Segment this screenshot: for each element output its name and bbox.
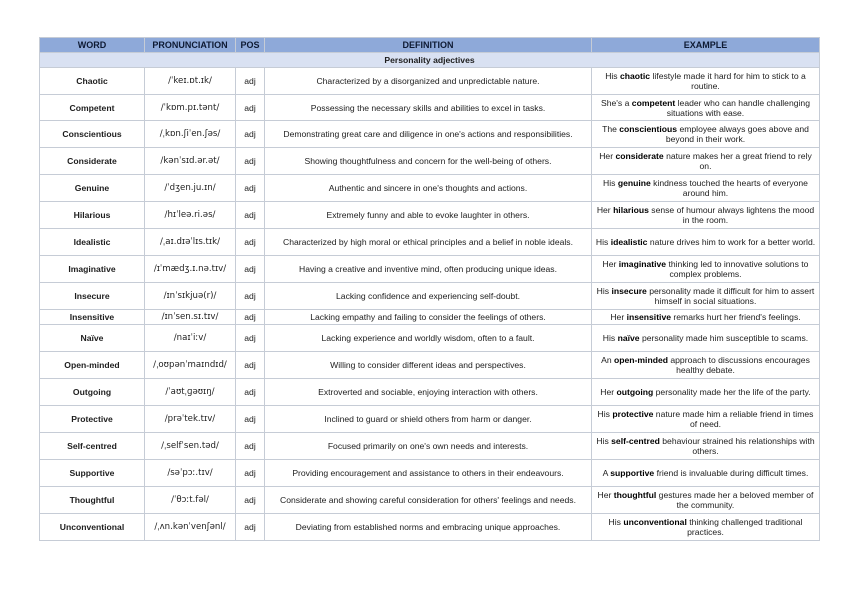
pos-cell: adj <box>236 460 265 487</box>
definition-cell: Possessing the necessary skills and abilities to excel in tasks. <box>265 95 592 121</box>
pronunciation-cell: /ˌʌn.kənˈvenʃənl/ <box>145 514 236 541</box>
example-text-after: gestures made her a beloved member of the community. <box>656 490 814 510</box>
pronunciation-cell: /naɪˈiːv/ <box>145 325 236 352</box>
header-word: WORD <box>40 38 145 53</box>
pronunciation-cell: /kənˈsɪd.ər.ət/ <box>145 148 236 175</box>
example-text-before: Her <box>610 312 627 322</box>
example-cell <box>592 406 820 433</box>
example-text-after: nature drives him to work for a better world. <box>647 237 816 247</box>
example-text-before: A <box>602 468 611 478</box>
word-cell: Insecure <box>40 283 145 310</box>
example-keyword: outgoing <box>616 387 654 397</box>
table-row <box>40 283 820 310</box>
pronunciation-cell: /səˈpɔː.tɪv/ <box>145 460 236 487</box>
table-row <box>40 487 820 514</box>
example-keyword: unconventional <box>623 517 687 527</box>
example-text-after: thinking challenged traditional practices. <box>686 517 803 537</box>
example-text-before: His <box>603 178 618 188</box>
table-row <box>40 202 820 229</box>
example-text-after: behaviour strained his relationships with others. <box>659 436 815 456</box>
example-cell <box>592 487 820 514</box>
pos-cell: adj <box>236 175 265 202</box>
example-keyword: insecure <box>611 286 647 296</box>
word-cell: Unconventional <box>40 514 145 541</box>
section-row <box>40 53 820 68</box>
example-text-after: thinking led to innovative solutions to complex problems. <box>666 259 809 279</box>
example-keyword: self-centred <box>611 436 660 446</box>
definition-cell: Showing thoughtfulness and concern for the well-being of others. <box>265 148 592 175</box>
example-text-before: Her <box>600 387 617 397</box>
definition-cell: Lacking experience and worldly wisdom, often to a fault. <box>265 325 592 352</box>
example-text-after: approach to discussions encourages healthy debate. <box>667 355 810 375</box>
example-text-before: His <box>595 237 611 247</box>
example-cell <box>592 175 820 202</box>
word-cell: Conscientious <box>40 121 145 148</box>
example-text-before: An <box>601 355 615 365</box>
header-pos: POS <box>236 38 265 53</box>
definition-cell: Having a creative and inventive mind, often producing unique ideas. <box>265 256 592 283</box>
definition-cell: Willing to consider different ideas and perspectives. <box>265 352 592 379</box>
example-keyword: protective <box>612 409 654 419</box>
example-text-after: kindness touched the hearts of everyone around him. <box>650 178 808 198</box>
example-keyword: considerate <box>615 151 664 161</box>
table-body <box>40 53 820 541</box>
pronunciation-cell: /ˈkɒm.pɪ.tənt/ <box>145 95 236 121</box>
pronunciation-cell: /ˈθɔːt.fəl/ <box>145 487 236 514</box>
pronunciation-cell: /ˌkɒn.ʃiˈen.ʃəs/ <box>145 121 236 148</box>
word-cell: Genuine <box>40 175 145 202</box>
example-text-before: She's a <box>601 97 632 108</box>
pos-cell: adj <box>236 68 265 95</box>
example-cell <box>592 202 820 229</box>
example-keyword: naïve <box>617 333 640 343</box>
pronunciation-cell: /ɪnˈsen.sɪ.tɪv/ <box>145 310 236 325</box>
example-text-before: The <box>602 124 620 134</box>
vocabulary-sheet <box>39 37 820 541</box>
example-text-before: Her <box>602 259 619 269</box>
example-keyword: conscientious <box>619 124 678 134</box>
example-text-before: Her <box>596 205 614 215</box>
definition-cell: Focused primarily on one's own needs and interests. <box>265 433 592 460</box>
example-keyword: hilarious <box>613 205 649 215</box>
definition-cell: Providing encouragement and assistance to others in their endeavours. <box>265 460 592 487</box>
example-text-after: friend is invaluable during difficult times. <box>654 468 809 478</box>
example-text-after: lifestyle made it hard for him to stick to a routine. <box>650 71 806 91</box>
pronunciation-cell: /ˌaɪ.dɪəˈlɪs.tɪk/ <box>145 229 236 256</box>
word-cell: Hilarious <box>40 202 145 229</box>
example-text-before: His <box>596 436 612 446</box>
example-cell <box>592 325 820 352</box>
example-cell <box>592 95 820 121</box>
pos-cell: adj <box>236 325 265 352</box>
header-definition: DEFINITION <box>265 38 592 53</box>
example-keyword: competent <box>631 97 676 108</box>
pos-cell: adj <box>236 514 265 541</box>
definition-cell: Deviating from established norms and embracing unique approaches. <box>265 514 592 541</box>
example-text-before: His <box>597 409 613 419</box>
example-cell <box>592 256 820 283</box>
pos-cell: adj <box>236 379 265 406</box>
word-cell: Thoughtful <box>40 487 145 514</box>
table-row <box>40 433 820 460</box>
header-pronunciation: PRONUNCIATION <box>145 38 236 53</box>
example-keyword: insensitive <box>626 312 671 322</box>
table-row <box>40 229 820 256</box>
pronunciation-cell: /ˈkeɪ.ɒt.ɪk/ <box>145 68 236 95</box>
table-row <box>40 121 820 148</box>
example-text-before: Her <box>599 151 616 161</box>
pos-cell: adj <box>236 121 265 148</box>
example-text-after: nature makes her a great friend to rely on. <box>663 151 812 171</box>
table-row <box>40 352 820 379</box>
word-cell: Open-minded <box>40 352 145 379</box>
pronunciation-cell: /hɪˈleə.ri.əs/ <box>145 202 236 229</box>
pronunciation-cell: /ˈaʊtˌɡəʊɪŋ/ <box>145 379 236 406</box>
example-text-after: personality made him susceptible to scams. <box>639 333 809 343</box>
pos-cell: adj <box>236 487 265 514</box>
definition-cell: Characterized by high moral or ethical principles and a belief in noble ideals. <box>265 229 592 256</box>
word-cell: Naïve <box>40 325 145 352</box>
pos-cell: adj <box>236 148 265 175</box>
table-row <box>40 68 820 95</box>
example-cell <box>592 283 820 310</box>
section-title: Personality adjectives <box>40 53 820 68</box>
table-row <box>40 310 820 325</box>
example-keyword: genuine <box>617 178 651 188</box>
table-row <box>40 406 820 433</box>
pos-cell: adj <box>236 229 265 256</box>
table-row <box>40 325 820 352</box>
pronunciation-cell: /ˌoʊpənˈmaɪndɪd/ <box>145 352 236 379</box>
example-text-after: employee always goes above and beyond in their work. <box>665 124 809 144</box>
example-cell <box>592 352 820 379</box>
example-text-before: His <box>602 333 618 343</box>
pos-cell: adj <box>236 310 265 325</box>
example-keyword: thoughtful <box>613 490 657 500</box>
header-example: EXAMPLE <box>592 38 820 53</box>
table-row <box>40 148 820 175</box>
definition-cell: Demonstrating great care and diligence in one's actions and responsibilities. <box>265 121 592 148</box>
example-keyword: idealistic <box>610 237 648 247</box>
word-cell: Idealistic <box>40 229 145 256</box>
pos-cell: adj <box>236 256 265 283</box>
example-cell <box>592 433 820 460</box>
definition-cell: Characterized by a disorganized and unpredictable nature. <box>265 68 592 95</box>
word-cell: Outgoing <box>40 379 145 406</box>
table-row <box>40 460 820 487</box>
example-text-after: sense of humour always lightens the mood in the room. <box>648 205 815 225</box>
word-cell: Imaginative <box>40 256 145 283</box>
example-text-after: remarks hurt her friend's feelings. <box>671 312 801 322</box>
word-cell: Competent <box>40 95 145 121</box>
pos-cell: adj <box>236 202 265 229</box>
word-cell: Protective <box>40 406 145 433</box>
example-text-after: personality made her the life of the party. <box>653 387 811 397</box>
example-cell <box>592 68 820 95</box>
example-cell <box>592 310 820 325</box>
definition-cell: Lacking confidence and experiencing self-doubt. <box>265 283 592 310</box>
header-row <box>40 38 820 53</box>
example-text-before: His <box>596 286 612 296</box>
definition-cell: Lacking empathy and failing to consider the feelings of others. <box>265 310 592 325</box>
pos-cell: adj <box>236 352 265 379</box>
example-text-after: personality made it difficult for him to assert himself in social situations. <box>646 286 815 306</box>
example-cell <box>592 148 820 175</box>
example-cell <box>592 460 820 487</box>
definition-cell: Extremely funny and able to evoke laughter in others. <box>265 202 592 229</box>
example-text-after: nature made him a reliable friend in times of need. <box>653 409 814 429</box>
word-cell: Insensitive <box>40 310 145 325</box>
example-keyword: chaotic <box>620 71 651 81</box>
definition-cell: Extroverted and sociable, enjoying interaction with others. <box>265 379 592 406</box>
example-cell <box>592 379 820 406</box>
word-cell: Considerate <box>40 148 145 175</box>
pronunciation-cell: /ˈdʒen.ju.ɪn/ <box>145 175 236 202</box>
example-text-before: His <box>608 517 624 527</box>
pos-cell: adj <box>236 433 265 460</box>
table-row <box>40 95 820 121</box>
definition-cell: Authentic and sincere in one's thoughts and actions. <box>265 175 592 202</box>
word-cell: Self-centred <box>40 433 145 460</box>
vocabulary-table <box>39 37 820 541</box>
table-row <box>40 256 820 283</box>
pos-cell: adj <box>236 406 265 433</box>
table-row <box>40 379 820 406</box>
example-keyword: imaginative <box>618 259 667 269</box>
example-text-after: leader who can handle challenging situations with ease. <box>666 97 810 118</box>
pos-cell: adj <box>236 283 265 310</box>
pos-cell: adj <box>236 95 265 121</box>
example-keyword: supportive <box>610 468 655 478</box>
example-cell <box>592 121 820 148</box>
word-cell: Supportive <box>40 460 145 487</box>
table-row <box>40 175 820 202</box>
example-keyword: open-minded <box>614 355 668 365</box>
pronunciation-cell: /ˌselfˈsen.təd/ <box>145 433 236 460</box>
pronunciation-cell: /ɪˈmædʒ.ɪ.nə.tɪv/ <box>145 256 236 283</box>
pronunciation-cell: /ɪnˈsɪkjuə(r)/ <box>145 283 236 310</box>
example-cell <box>592 514 820 541</box>
example-text-before: His <box>605 71 620 81</box>
example-cell <box>592 229 820 256</box>
definition-cell: Considerate and showing careful consideration for others' feelings and needs. <box>265 487 592 514</box>
definition-cell: Inclined to guard or shield others from harm or danger. <box>265 406 592 433</box>
example-text-before: Her <box>597 490 614 500</box>
table-row <box>40 514 820 541</box>
pronunciation-cell: /prəˈtek.tɪv/ <box>145 406 236 433</box>
word-cell: Chaotic <box>40 68 145 95</box>
